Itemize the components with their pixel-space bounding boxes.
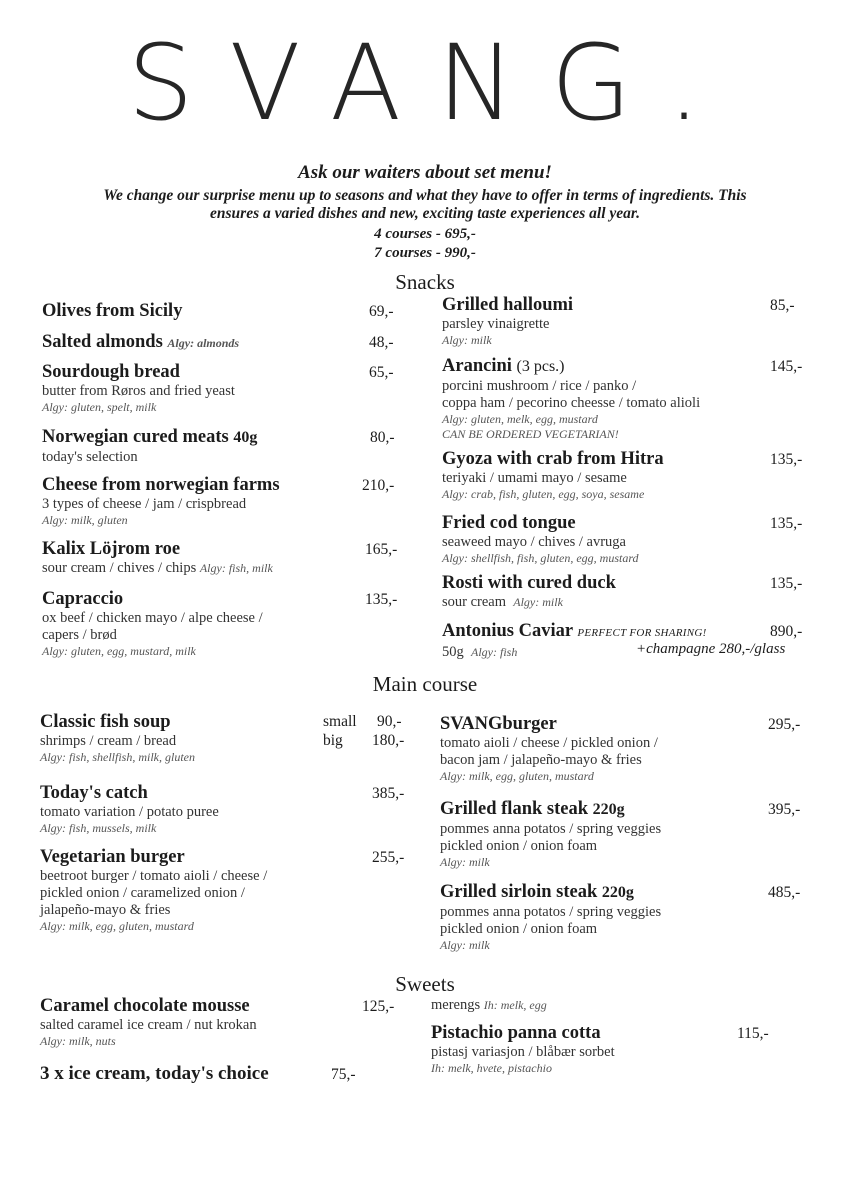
menu-item [42, 300, 182, 322]
item-description: seaweed mayo / chives / avruga [442, 534, 626, 550]
set-menu-heading: Ask our waiters about set menu! [298, 162, 552, 183]
item-name: Arancini [442, 356, 512, 376]
item-description: butter from Røros and fried yeast [42, 383, 235, 399]
item-allergens: Algy: crab, fish, gluten, egg, soya, sesame [442, 487, 645, 501]
item-name: Norwegian cured meats [42, 427, 229, 447]
item-description: pickled onion / onion foam [440, 838, 598, 854]
menu-item [42, 474, 280, 528]
item-name: Olives from Sicily [42, 301, 183, 321]
item-price: 125,- [362, 998, 395, 1015]
course-4-price: 4 courses - 695,- [374, 226, 476, 242]
item-price: 80,- [370, 429, 395, 446]
item-description: 3 types of cheese / jam / crispbread [42, 496, 247, 512]
item-allergens: Algy: milk, gluten [42, 513, 128, 527]
item-name: SVANGburger [440, 714, 557, 734]
item-description: bacon jam / jalapeño-mayo & fries [440, 752, 642, 768]
item-name: Gyoza with crab from Hitra [442, 449, 664, 469]
item-price: 210,- [362, 477, 395, 494]
item-name: Kalix Löjrom roe [42, 539, 181, 559]
size-label: small [323, 713, 357, 730]
item-price: 135,- [770, 451, 803, 468]
item-name: Rosti with cured duck [442, 573, 616, 593]
item-allergens: Algy: milk [513, 595, 563, 609]
intro-line: We change our surprise menu up to seasons and what they have to offer in terms of ingredients. This [103, 187, 747, 204]
item-allergens: Algy: fish, mussels, milk [40, 821, 157, 835]
item-price: 69,- [369, 303, 394, 320]
item-price: 295,- [768, 716, 801, 733]
menu-item [442, 572, 616, 611]
item-description: pickled onion / onion foam [440, 921, 598, 937]
item-price: 485,- [768, 884, 801, 901]
item-name: Cheese from norwegian farms [42, 475, 280, 495]
vegetarian-note: CAN BE ORDERED VEGETARIAN! [442, 427, 619, 441]
menu-item [40, 846, 267, 934]
item-price: 135,- [770, 575, 803, 592]
item-allergens: Algy: fish [471, 645, 518, 659]
item-price: 135,- [770, 515, 803, 532]
item-description: salted caramel ice cream / nut krokan [40, 1017, 257, 1033]
item-allergens: Algy: fish, milk [199, 561, 273, 575]
item-price: 255,- [372, 849, 405, 866]
restaurant-logo: SVANG. [127, 22, 737, 144]
menu-item [442, 512, 639, 566]
menu-item [42, 426, 257, 466]
item-allergens: Algy: milk [442, 333, 492, 347]
item-description: coppa ham / pecorino cheesse / tomato alioli [442, 395, 701, 411]
menu-item [440, 713, 658, 784]
item-weight: 50g [442, 644, 464, 660]
item-allergens: Algy: milk, egg, gluten, mustard [40, 919, 194, 933]
item-name: Caramel chocolate mousse [40, 996, 250, 1016]
menu-item [40, 995, 257, 1049]
item-description: sour cream [442, 594, 507, 610]
item-allergens: Algy: milk, egg, gluten, mustard [440, 769, 594, 783]
item-description: jalapeño-mayo & fries [40, 902, 171, 918]
item-name: Sourdough bread [42, 362, 180, 382]
item-description: beetroot burger / tomato aioli / cheese / [40, 868, 268, 884]
item-allergens: Algy: gluten, egg, mustard, milk [42, 644, 196, 658]
size-label: big [323, 732, 343, 749]
item-price: 145,- [770, 358, 803, 375]
item-name: Grilled halloumi [442, 295, 574, 315]
item-name: Capraccio [42, 589, 124, 609]
menu-item [442, 448, 664, 502]
section-title-snacks: Snacks [395, 270, 455, 294]
item-weight: 40g [233, 429, 258, 446]
item-name: Vegetarian burger [40, 847, 185, 867]
item-allergens: Algy: milk [440, 938, 490, 952]
item-description: parsley vinaigrette [442, 316, 550, 332]
item-name: 3 x ice cream, today's choice [40, 1063, 269, 1084]
item-description: shrimps / cream / bread [40, 733, 177, 749]
item-description: capers / brød [42, 627, 117, 643]
item-name: Classic fish soup [40, 712, 171, 732]
set-menu-intro [0, 187, 850, 223]
item-price: 65,- [369, 364, 394, 381]
menu-item [42, 538, 273, 577]
menu-item [442, 294, 573, 348]
menu-item [42, 588, 263, 659]
menu-item [42, 361, 235, 415]
item-price: 115,- [737, 1025, 769, 1042]
item-price: 385,- [372, 785, 405, 802]
menu-item [440, 881, 661, 953]
section-title-main-course: Main course [372, 672, 478, 696]
item-price: 85,- [770, 297, 795, 314]
item-price: 135,- [365, 591, 398, 608]
menu-item [40, 782, 219, 836]
menu-item [440, 798, 661, 870]
section-title-sweets: Sweets [395, 972, 455, 996]
item-price: 890,- [770, 623, 803, 640]
sharing-tag: PERFECT FOR SHARING! [577, 627, 707, 639]
item-name: Antonius Caviar [442, 621, 573, 641]
menu-item [431, 1022, 615, 1076]
item-allergens: Algy: gluten, spelt, milk [42, 400, 157, 414]
item-description: ox beef / chicken mayo / alpe cheese / [42, 610, 263, 626]
item-price: 395,- [768, 801, 801, 818]
item-name: Grilled sirloin steak [440, 882, 598, 902]
item-allergens: Algy: gluten, melk, egg, mustard [442, 412, 598, 426]
item-description: sour cream / chives / chips [42, 560, 197, 576]
item-price: 75,- [331, 1066, 356, 1083]
item-name: Salted almonds [42, 332, 163, 352]
champagne-addon: +champagne 280,-/glass [636, 641, 786, 657]
item-allergens: Algy: milk [440, 855, 490, 869]
item-price: 48,- [369, 334, 394, 351]
item-description: pommes anna potatos / spring veggies [440, 904, 662, 920]
item-allergens: Algy: almonds [167, 336, 240, 350]
menu-item [442, 355, 700, 441]
item-description: pistasj variasjon / blåbær sorbet [431, 1044, 615, 1060]
item-description: teriyaki / umami mayo / sesame [442, 470, 627, 486]
item-allergens: Ih: melk, hvete, pistachio [431, 1061, 552, 1075]
menu-item [431, 997, 547, 1014]
intro-line: ensures a varied dishes and new, exciting taste experiences all year. [210, 205, 640, 222]
item-allergens: Ih: melk, egg [483, 998, 547, 1012]
item-price: 90,- [377, 713, 402, 730]
item-name: Fried cod tongue [442, 513, 576, 533]
course-7-price: 7 courses - 990,- [374, 245, 476, 261]
item-portion: (3 pcs.) [516, 358, 565, 375]
item-allergens: Algy: fish, shellfish, milk, gluten [40, 750, 195, 764]
item-description: merengs [431, 997, 481, 1013]
item-description: pickled onion / caramelized onion / [40, 885, 245, 901]
item-weight: 220g [592, 801, 625, 818]
item-description: porcini mushroom / rice / panko / [442, 378, 637, 394]
item-price: 165,- [365, 541, 398, 558]
item-description: tomato variation / potato puree [40, 804, 219, 820]
item-name: Grilled flank steak [440, 799, 589, 819]
item-description: tomato aioli / cheese / pickled onion / [440, 735, 658, 751]
item-price: 180,- [372, 732, 405, 749]
item-description: pommes anna potatos / spring veggies [440, 821, 662, 837]
menu-item [42, 331, 239, 353]
item-name: Pistachio panna cotta [431, 1023, 601, 1043]
item-allergens: Algy: milk, nuts [40, 1034, 116, 1048]
item-name: Today's catch [40, 783, 148, 803]
item-allergens: Algy: shellfish, fish, gluten, egg, mustard [442, 551, 639, 565]
menu-item [40, 1063, 269, 1085]
item-description: today's selection [42, 449, 138, 465]
menu-item [40, 711, 195, 765]
item-weight: 220g [601, 884, 634, 901]
